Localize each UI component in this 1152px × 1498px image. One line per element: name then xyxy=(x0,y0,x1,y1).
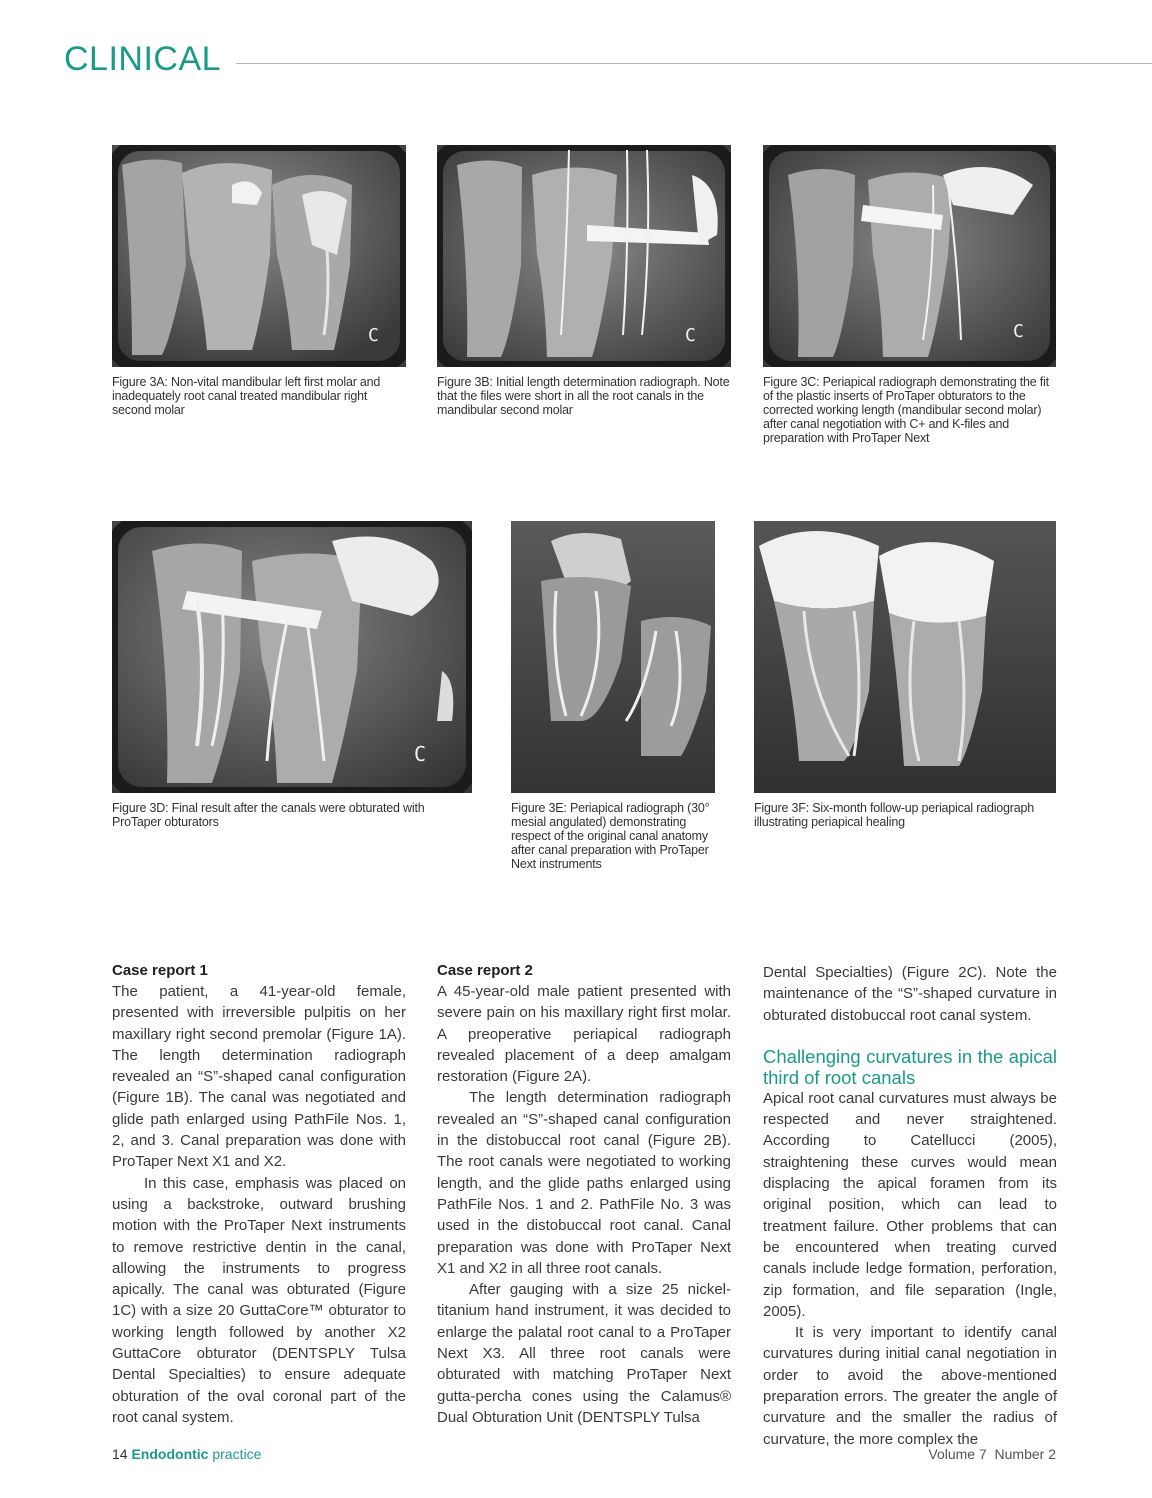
figure-3a-caption: Figure 3A: Non-vital mandibular left first molar and inadequately root canal treated mandibular right second molar xyxy=(112,375,381,417)
case-report-2-heading: Case report 2 xyxy=(437,962,533,979)
figure-3b-radiograph xyxy=(437,145,731,367)
page-number: 14 xyxy=(112,1446,128,1462)
case-report-2-paragraph-1: A 45-year-old male patient presented with severe pain on his maxillary right first molar. A preoperative periapical radiograph revealed placement of a deep amalgam restoration (Figure 2A). xyxy=(437,983,731,1086)
figure-3f-caption: Figure 3F: Six-month follow-up periapical radiograph illustrating periapical healing xyxy=(754,801,1035,829)
figure-3e-caption: Figure 3E: Periapical radiograph (30° mesial angulated) demonstrating respect of the original canal anatomy after canal preparation with ProTaper Next instruments xyxy=(511,801,710,871)
svg-text:C: C xyxy=(1013,321,1024,342)
figure-3d-radiograph xyxy=(112,521,472,793)
case-report-2-paragraph-2: The length determination radiograph revealed an “S”-shaped canal configuration in the distobuccal root canal (Figure 2B). The root canals were negotiated to working length, and the glide paths enlarged using PathFile Nos. 1 and 2. PathFile No. 3 was used in the distobuccal root canal. Canal preparation was done with ProTaper Next X1 and X2 in all three root canals. xyxy=(437,1089,731,1277)
column-3-paragraph-2: Apical root canal curvatures must always be respected and never straightened. According to Catellucci (2005), straightening these curves would mean displacing the apical foramen from its original position, which can lead to treatment failure. Other problems that can be encountered when treating curved canals include ledge formation, perforation, zip formation, and file separation (Ingle, 2005). xyxy=(763,1089,1057,1320)
svg-text:C: C xyxy=(685,325,696,346)
svg-text:C: C xyxy=(368,325,379,346)
footer-page-info xyxy=(112,1446,261,1462)
figure-3b-caption: Figure 3B: Initial length determination radiograph. Note that the files were short in all the root canals in the mandibular second molar xyxy=(437,375,730,417)
figure-3c-radiograph xyxy=(763,145,1056,367)
header-rule xyxy=(236,63,1152,64)
section-heading-curvatures: Challenging curvatures in the apical third of root canals xyxy=(763,1045,1057,1088)
figure-3a-radiograph xyxy=(112,145,406,367)
case-report-1-paragraph-2: In this case, emphasis was placed on using a backstroke, outward brushing motion with the ProTaper Next instruments to remove restrictive dentin in the canal, allowing the instruments to progress apically. The canal was obturated (Figure 1C) with a size 20 GuttaCore™ obturator to working length followed by another X2 GuttaCore obturator (DENTSPLY Tulsa Dental Specialties) to ensure adequate obturation of the oval coronal part of the root canal system. xyxy=(112,1174,406,1426)
article-column-3 xyxy=(763,962,1057,1450)
case-report-1-heading: Case report 1 xyxy=(112,962,208,979)
figure-3d-caption: Figure 3D: Final result after the canals were obturated with ProTaper obturators xyxy=(112,801,425,829)
issue-info: Volume 7 Number 2 xyxy=(928,1446,1056,1462)
column-3-paragraph-1: Dental Specialties) (Figure 2C). Note the maintenance of the “S”-shaped curvature in obturated distobuccal root canal system. xyxy=(763,964,1057,1024)
figure-3e-radiograph xyxy=(511,521,715,793)
figure-3f-radiograph xyxy=(754,521,1056,793)
article-column-2 xyxy=(437,960,731,1428)
journal-name-suffix: practice xyxy=(212,1446,262,1462)
article-column-1 xyxy=(112,960,406,1428)
section-title: CLINICAL xyxy=(64,40,222,78)
case-report-1-paragraph-1: The patient, a 41-year-old female, presented with irreversible pulpitis on her maxillary right second premolar (Figure 1A). The length determination radiograph revealed an “S”-shaped canal configuration (Figure 1B). The canal was negotiated and glide path enlarged using PathFile Nos. 1, 2, and 3. Canal preparation was done with ProTaper Next X1 and X2. xyxy=(112,983,406,1171)
case-report-2-paragraph-3: After gauging with a size 25 nickel-titanium hand instrument, it was decided to enlarge the palatal root canal to a ProTaper Next X3. All three root canals were obturated with matching ProTaper Next gutta-percha cones using the Calamus® Dual Obturation Unit (DENTSPLY Tulsa xyxy=(437,1281,731,1426)
svg-text:C: C xyxy=(414,742,427,766)
figure-3c-caption: Figure 3C: Periapical radiograph demonstrating the fit of the plastic inserts of ProTaper obturators to the corrected working length (mandibular second molar) after canal negotiation with C+ and K-files and preparation with ProTaper Next xyxy=(763,375,1049,445)
journal-name: Endodontic xyxy=(131,1446,209,1462)
column-3-paragraph-3: It is very important to identify canal curvatures during initial canal negotiation in order to avoid the above-mentioned preparation errors. The greater the angle of curvature and the smaller the radius of curvature, the more complex the xyxy=(763,1324,1057,1448)
